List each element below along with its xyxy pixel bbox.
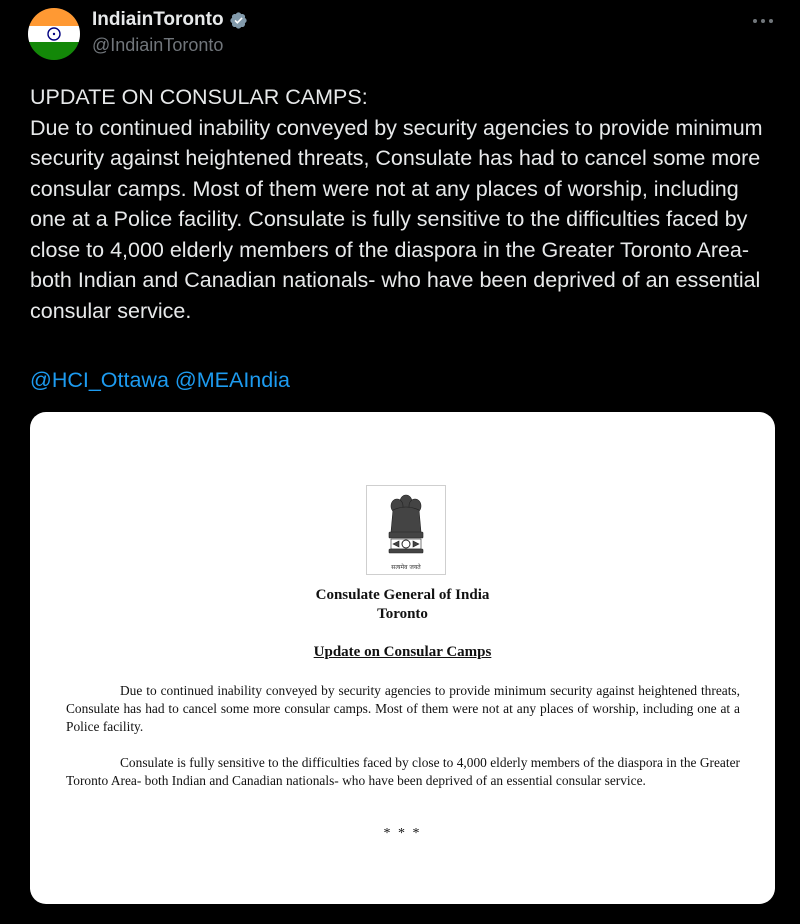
- document-heading: Update on Consular Camps: [313, 644, 492, 660]
- document-org: Consulate General of India: [315, 587, 490, 603]
- emblem-caption: सत्यमेव जयते: [391, 564, 421, 571]
- attached-document-image[interactable]: [30, 412, 775, 904]
- more-options-button[interactable]: [748, 10, 778, 32]
- more-options-icon: [752, 18, 774, 24]
- document-city: Toronto: [377, 606, 428, 622]
- tweet-heading: UPDATE ON CONSULAR CAMPS:: [30, 85, 368, 109]
- india-flag-avatar: [28, 8, 80, 60]
- verified-badge-icon: [229, 11, 248, 30]
- mention-hci-ottawa[interactable]: @HCI_Ottawa: [30, 368, 169, 392]
- national-emblem-icon: [366, 485, 446, 575]
- author-name-row[interactable]: [92, 9, 248, 31]
- tweet-mentions: [30, 365, 290, 395]
- tweet-body: Due to continued inability conveyed by security agencies to provide minimum security against heightened threats, Consulate has had to cancel some more consular camps. Most of them were not at any places of worship, including one at a Police facility. Consulate is fully sensitive to the difficulties faced by close to 4,000 elderly members of the diaspora in the Greater Toronto Area- both Indian and Canadian nationals- who have been deprived of an essential consular service.: [30, 115, 763, 323]
- tweet-text: [30, 82, 770, 326]
- author-handle[interactable]: @IndiainToronto: [92, 35, 224, 55]
- avatar[interactable]: [28, 8, 80, 60]
- document-paragraph-2: Consulate is fully sensitive to the difficulties faced by close to 4,000 elderly members of the diaspora in the Greater Toronto Area- both Indian and Canadian nationals- who have been deprived of an essential consular service.: [66, 755, 740, 788]
- document-end-mark: * * *: [383, 826, 422, 841]
- author-display-name[interactable]: IndiainToronto: [92, 9, 224, 30]
- mention-meaindia[interactable]: @MEAIndia: [174, 368, 290, 392]
- document-paragraph-1: Due to continued inability conveyed by security agencies to provide minimum security against heightened threats, Consulate has had to cancel some more consular camps. Most of them were not at any places of worship, including one at a Police facility.: [66, 683, 740, 734]
